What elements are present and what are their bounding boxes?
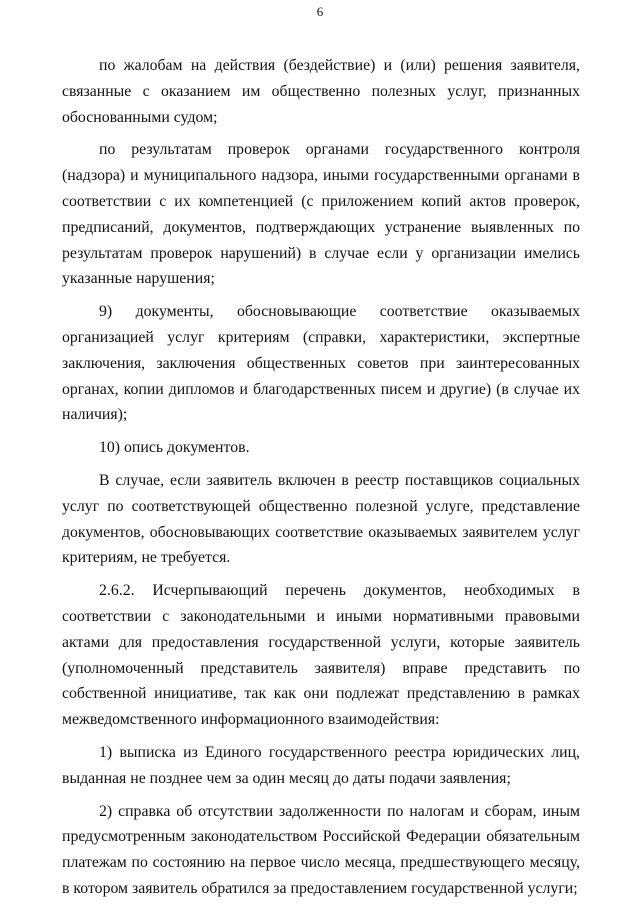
paragraph-registry-case: В случае, если заявитель включен в реестр поставщиков социальных услуг по соответствующей общественно полезной услуге, представление документов, обосновывающих соответствие оказываемых заявителем услуг критериям, не требуется.: [62, 471, 580, 567]
paragraph-section-2-6-2: 2.6.2. Исчерпывающий перечень документов, необходимых в соответствии с законодательными и иными нормативными правовыми актами для предоставления государственной услуги, которые заявитель (уполномоченный представитель заявителя) вправе представить по собственной инициативе, так как они подлежат представлению в рамках межведомственного информационного взаимодействия:: [62, 582, 580, 729]
paragraph-item-10: 10) опись документов.: [99, 439, 250, 457]
paragraph-item-9: 9) документы, обосновывающие соответствие оказываемых организацией услуг критериям (справки, характеристики, экспертные заключения, заключения общественных советов при заинтересованных органах, копии дипломов и благодарственных писем и другие) (в случае их наличия);: [62, 303, 580, 424]
paragraph-egrul-extract: 1) выписка из Единого государственного реестра юридических лиц, выданная не позднее чем за один месяц до даты подачи заявления;: [62, 743, 580, 787]
paragraph-inspections: по результатам проверок органами государственного контроля (надзора) и муниципального надзора, иными государственными органами в соответствии с их компетенцией (с приложением копий актов проверок, предписаний, документов, подтверждающих устранение выявленных по результатам проверок нарушений) в случае если у организации имелись указанные нарушения;: [62, 141, 580, 288]
paragraph-complaints: по жалобам на действия (бездействие) и (или) решения заявителя, связанные с оказанием им общественно полезных услуг, признанных обоснованными судом;: [62, 57, 580, 126]
document-body: [62, 53, 580, 909]
page-number: 6: [316, 4, 324, 19]
paragraph-tax-certificate: 2) справка об отсутствии задолженности по налогам и сборам, иным предусмотренным законодательством Российской Федерации обязательным платежам по состоянию на первое число месяца, предшествующего месяцу, в котором заявитель обратился за предоставлением государственной услуги;: [62, 802, 580, 897]
